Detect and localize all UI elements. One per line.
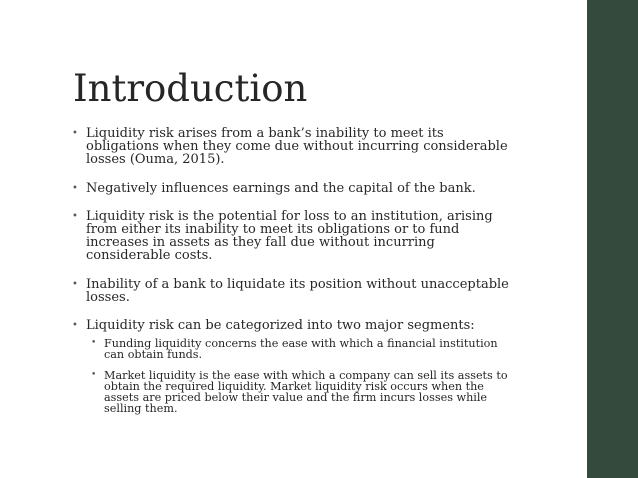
bullet-item bbox=[70, 278, 510, 304]
bullet-item bbox=[70, 319, 510, 414]
bullet-text: Liquidity risk arises from a bank’s inability to meet its obligations when they come due without incurring considerable losses (Ouma, 2015). bbox=[86, 126, 508, 168]
bullet-dot-icon: • bbox=[72, 210, 78, 222]
sub-bullet-item bbox=[86, 370, 510, 415]
bullet-item bbox=[70, 127, 510, 167]
bullet-list bbox=[70, 127, 510, 414]
bullet-text: Liquidity risk can be categorized into two major segments: bbox=[86, 318, 475, 334]
sub-bullet-list bbox=[86, 338, 510, 414]
sub-bullet-dot-icon: • bbox=[91, 369, 97, 380]
bullet-text: Negatively influences earnings and the capital of the bank. bbox=[86, 180, 476, 196]
bullet-text: Inability of a bank to liquidate its position without unacceptable losses. bbox=[86, 276, 509, 305]
slide-title: Introduction bbox=[73, 67, 308, 110]
slide-body bbox=[70, 127, 510, 429]
sub-bullet-text: Funding liquidity concerns the ease with which a financial institution can obtain funds. bbox=[104, 337, 498, 362]
bullet-dot-icon: • bbox=[72, 182, 78, 194]
bullet-item bbox=[70, 210, 510, 263]
bullet-dot-icon: • bbox=[72, 128, 78, 139]
bullet-dot-icon: • bbox=[72, 320, 78, 332]
bullet-text: Liquidity risk is the potential for loss to an institution, arising from either its inability to meet its obligations or to fund increases in assets as they fall due without incurring considerable costs. bbox=[86, 208, 493, 264]
sub-bullet-item bbox=[86, 338, 510, 360]
bullet-dot-icon: • bbox=[72, 278, 78, 290]
sub-bullet-dot-icon: • bbox=[91, 338, 97, 349]
side-accent-band bbox=[587, 0, 638, 478]
bullet-item bbox=[70, 182, 510, 195]
sub-bullet-text: Market liquidity is the ease with which a company can sell its assets to obtain the required liquidity. Market liquidity risk occurs when the assets are priced below their value and the firm incurs losses while selling them. bbox=[104, 368, 508, 416]
